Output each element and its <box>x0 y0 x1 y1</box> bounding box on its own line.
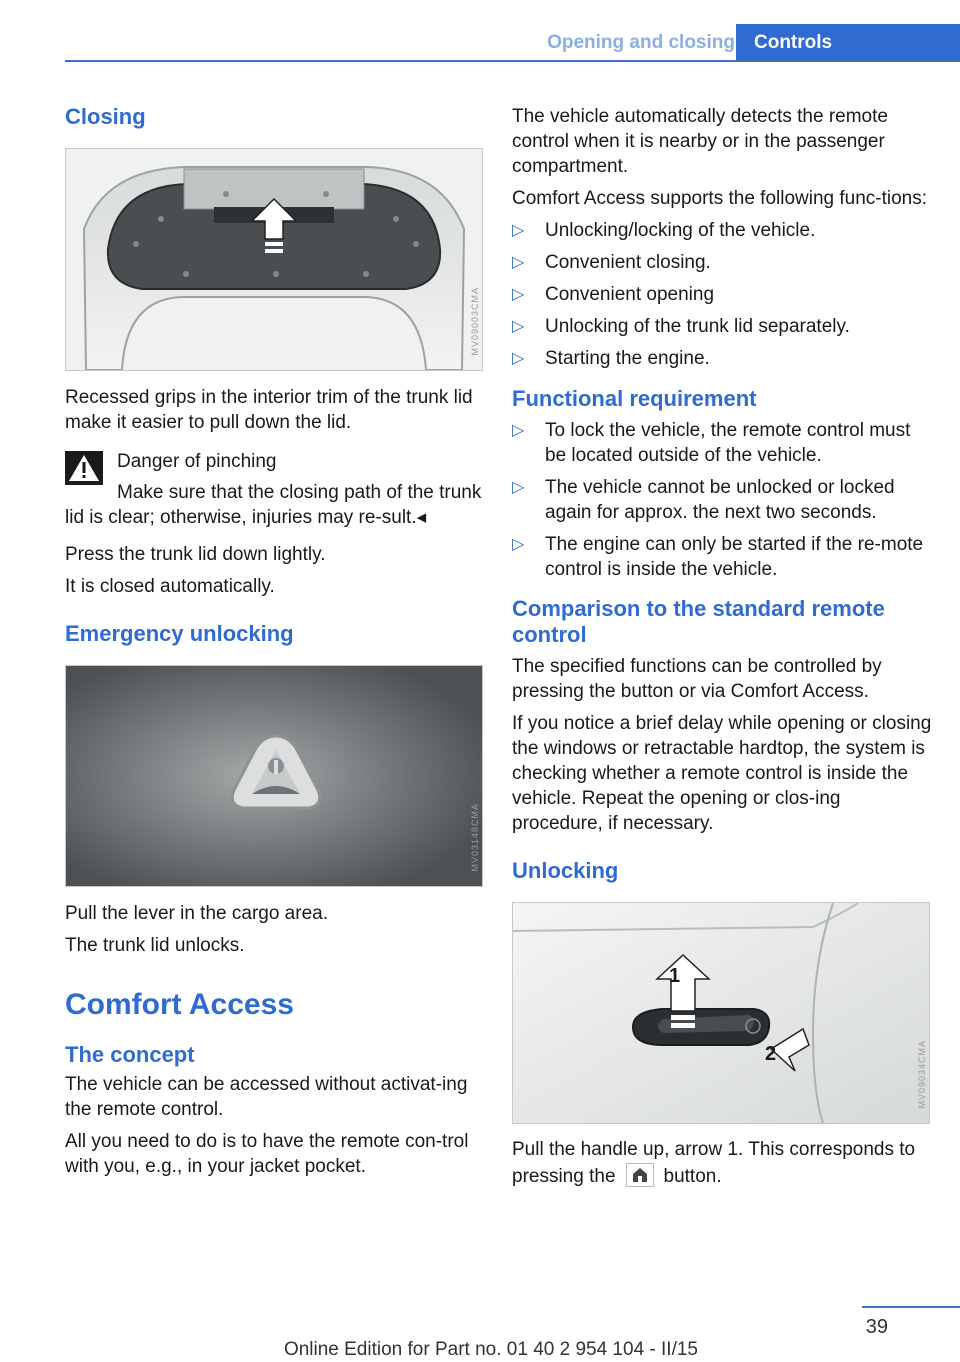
bullet-icon: ▷ <box>512 318 525 335</box>
warning-text: Make sure that the closing path of the trunk lid is clear; otherwise, injuries may re-sult.◂ <box>65 482 482 528</box>
footer-rule <box>862 1306 960 1308</box>
figure-code: MV03148CMA <box>470 803 480 872</box>
comfort-access-heading: Comfort Access <box>65 988 294 1021</box>
bullet-icon: ▷ <box>512 350 525 367</box>
requirements-list <box>512 418 932 582</box>
arrow-2-label: 2 <box>765 1043 777 1065</box>
door-handle-illustration <box>513 903 929 1123</box>
list-item: ▷ The vehicle cannot be unlocked or locked again for approx. the next two seconds. <box>512 477 895 523</box>
supports-text: Comfort Access supports the following func-tions: <box>512 188 928 209</box>
figure-code: MV09034CMA <box>917 1040 927 1109</box>
closed-text: It is closed automatically. <box>65 576 275 597</box>
door-handle-figure <box>512 902 930 1124</box>
closing-text: Recessed grips in the interior trim of the trunk lid make it easier to pull down the lid. <box>65 387 473 433</box>
pull-handle-text: Pull the handle up, arrow 1. This corresponds to pressing the button. <box>512 1139 916 1187</box>
concept-heading: The concept <box>65 1042 195 1067</box>
warning-block <box>65 449 485 530</box>
list-item: ▷ Unlocking/locking of the vehicle. <box>512 220 816 241</box>
section-tab[interactable]: Opening and closing <box>547 32 735 53</box>
functions-list <box>512 218 932 371</box>
emergency-lever-illustration <box>66 666 482 886</box>
bullet-icon: ▷ <box>512 422 525 439</box>
closing-heading: Closing <box>65 104 146 129</box>
chapter-tab[interactable]: Controls <box>736 24 960 61</box>
warning-triangle-icon <box>65 451 103 485</box>
unlocking-heading: Unlocking <box>512 858 619 883</box>
trunk-lid-figure <box>65 148 483 371</box>
detect-text: The vehicle automatically detects the remote control when it is nearby or in the passenger compartment. <box>512 106 888 177</box>
bullet-icon: ▷ <box>512 479 525 496</box>
list-item: ▷ To lock the vehicle, the remote control must be located outside of the vehicle. <box>512 420 911 466</box>
figure-code: MV09003CMA <box>470 287 480 356</box>
bullet-icon: ▷ <box>512 222 525 239</box>
list-item: ▷ Convenient opening <box>512 284 715 305</box>
trunk-lid-illustration <box>66 149 482 370</box>
page-number: 39 <box>865 1316 888 1338</box>
emergency-heading: Emergency unlocking <box>65 621 294 646</box>
header-rule <box>65 60 960 62</box>
list-item: ▷ Starting the engine. <box>512 348 710 369</box>
unlock-button-icon <box>626 1163 654 1187</box>
bullet-icon: ▷ <box>512 254 525 271</box>
warning-title: Danger of pinching <box>117 451 277 472</box>
bullet-icon: ▷ <box>512 536 525 553</box>
bullet-icon: ▷ <box>512 286 525 303</box>
emergency-lever-figure <box>65 665 483 887</box>
comparison-text-2: If you notice a brief delay while opening or closing the windows or retractable hardtop, the system is checking whether a remote control is inside the vehicle. Repeat the opening or clos-ing procedure, if necessary. <box>512 713 932 834</box>
edition-footer: Online Edition for Part no. 01 40 2 954 104 - II/15 <box>283 1339 698 1360</box>
comparison-text-1: The specified functions can be controlled by pressing the button or via Comfort Access. <box>512 656 882 702</box>
functional-requirement-heading: Functional requirement <box>512 386 757 411</box>
trunk-unlocks-text: The trunk lid unlocks. <box>65 935 245 956</box>
right-column <box>512 100 932 1190</box>
press-text: Press the trunk lid down lightly. <box>65 544 326 565</box>
list-item: ▷ Convenient closing. <box>512 252 711 273</box>
list-item: ▷ The engine can only be started if the re-mote control is inside the vehicle. <box>512 534 924 580</box>
concept-text-1: The vehicle can be accessed without activat-ing the remote control. <box>65 1074 468 1120</box>
concept-text-2: All you need to do is to have the remote con-trol with you, e.g., in your jacket pocket. <box>65 1131 469 1177</box>
arrow-1-label: 1 <box>669 965 681 987</box>
list-item: ▷ Unlocking of the trunk lid separately. <box>512 316 850 337</box>
left-column <box>65 100 485 1179</box>
pull-lever-text: Pull the lever in the cargo area. <box>65 903 328 924</box>
comparison-heading: Comparison to the standard remote control <box>512 596 885 647</box>
